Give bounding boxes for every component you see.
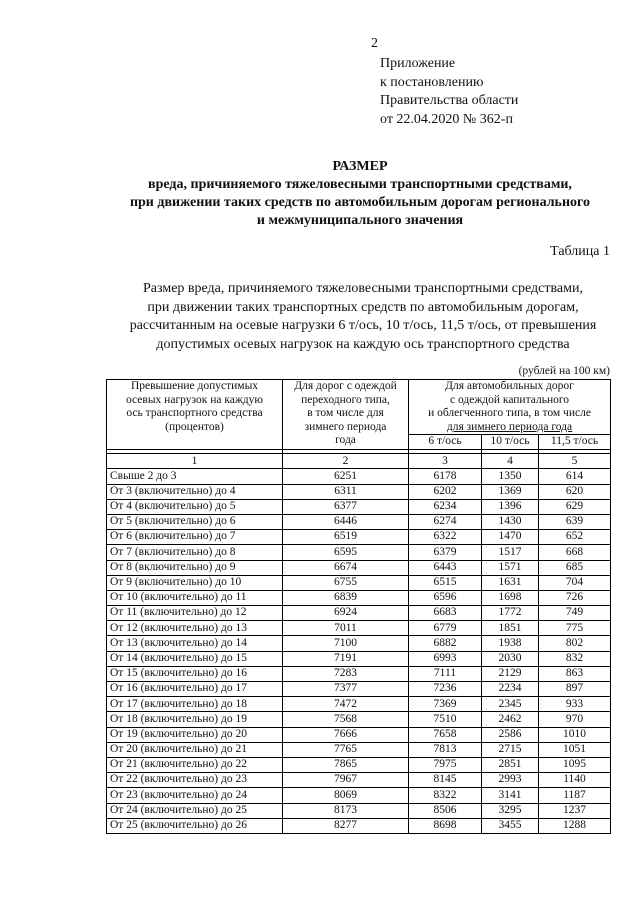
row-value-cell: 6674 (283, 560, 409, 575)
row-value-cell: 629 (539, 499, 611, 514)
row-value-cell: 614 (539, 469, 611, 484)
row-value-cell: 775 (539, 621, 611, 636)
table-row (107, 666, 611, 681)
row-value-cell: 1051 (539, 742, 611, 757)
row-value-cell: 6839 (283, 590, 409, 605)
row-range-cell: От 23 (включительно) до 24 (107, 788, 283, 803)
row-value-cell: 6882 (409, 636, 482, 651)
subheader-11-5t: 11,5 т/ось (539, 435, 611, 450)
row-value-cell: 1698 (482, 590, 539, 605)
row-value-cell: 7472 (283, 697, 409, 712)
row-range-cell: От 13 (включительно) до 14 (107, 636, 283, 651)
header-text: и облегченного типа, в том числе (428, 407, 591, 419)
table-row (107, 606, 611, 621)
header-text: с одеждой капитального (449, 393, 570, 406)
column-number: 5 (539, 454, 611, 469)
row-value-cell: 7510 (409, 712, 482, 727)
table-row (107, 590, 611, 605)
row-range-cell: От 19 (включительно) до 20 (107, 727, 283, 742)
row-value-cell: 6595 (283, 545, 409, 560)
header-text: (процентов) (165, 420, 224, 433)
header-cell-range (107, 380, 283, 450)
row-value-cell: 863 (539, 666, 611, 681)
row-value-cell: 1851 (482, 621, 539, 636)
row-value-cell: 1288 (539, 818, 611, 833)
row-value-cell: 1571 (482, 560, 539, 575)
row-value-cell: 7377 (283, 682, 409, 697)
description-line: при движении таких транспортных средств по автомобильным дорогам, (147, 299, 579, 315)
row-value-cell: 639 (539, 514, 611, 529)
row-range-cell: Свыше 2 до 3 (107, 469, 283, 484)
appendix-line: Приложение (380, 56, 456, 71)
table-description (90, 280, 636, 354)
row-value-cell: 7666 (283, 727, 409, 742)
subheader-6t: 6 т/ось (409, 435, 482, 450)
row-value-cell: 7191 (283, 651, 409, 666)
table-row (107, 697, 611, 712)
row-range-cell: От 18 (включительно) до 19 (107, 712, 283, 727)
row-value-cell: 7111 (409, 666, 482, 681)
column-number: 1 (107, 454, 283, 469)
row-value-cell: 6779 (409, 621, 482, 636)
row-value-cell: 7283 (283, 666, 409, 681)
table-row (107, 757, 611, 772)
row-value-cell: 6251 (283, 469, 409, 484)
row-range-cell: От 5 (включительно) до 6 (107, 514, 283, 529)
row-range-cell: От 6 (включительно) до 7 (107, 530, 283, 545)
row-value-cell: 3455 (482, 818, 539, 833)
row-value-cell: 1010 (539, 727, 611, 742)
row-value-cell: 8698 (409, 818, 482, 833)
description-line: рассчитанным на осевые нагрузки 6 т/ось, 10 т/ось, 11,5 т/ось, от превышения (129, 318, 597, 333)
row-range-cell: От 7 (включительно) до 8 (107, 545, 283, 560)
row-value-cell: 7765 (283, 742, 409, 757)
row-value-cell: 620 (539, 484, 611, 499)
header-text: для зимнего периода года (446, 420, 573, 433)
table-row (107, 712, 611, 727)
table-row (107, 636, 611, 651)
row-value-cell: 1350 (482, 469, 539, 484)
row-value-cell: 1369 (482, 484, 539, 499)
row-value-cell: 8145 (409, 773, 482, 788)
row-range-cell: От 15 (включительно) до 16 (107, 666, 283, 681)
row-value-cell: 749 (539, 606, 611, 621)
row-value-cell: 3295 (482, 803, 539, 818)
table-row (107, 773, 611, 788)
title-line: и межмуниципального значения (256, 213, 464, 228)
row-value-cell: 6377 (283, 499, 409, 514)
appendix-line: к постановлению (380, 74, 484, 90)
table-header-row (107, 380, 611, 435)
row-range-cell: От 16 (включительно) до 17 (107, 682, 283, 697)
row-value-cell: 832 (539, 651, 611, 666)
row-value-cell: 6596 (409, 590, 482, 605)
row-value-cell: 7369 (409, 697, 482, 712)
row-range-cell: От 12 (включительно) до 13 (107, 621, 283, 636)
row-value-cell: 8069 (283, 788, 409, 803)
row-value-cell: 7236 (409, 682, 482, 697)
row-range-cell: От 8 (включительно) до 9 (107, 560, 283, 575)
table-row (107, 682, 611, 697)
row-range-cell: От 14 (включительно) до 15 (107, 651, 283, 666)
table-row (107, 818, 611, 833)
row-value-cell: 7658 (409, 727, 482, 742)
table-row (107, 530, 611, 545)
appendix-line: от 22.04.2020 № 362-п (380, 111, 513, 127)
row-value-cell: 1095 (539, 757, 611, 772)
row-range-cell: От 3 (включительно) до 4 (107, 484, 283, 499)
table-row (107, 621, 611, 636)
header-text: зимнего периода (304, 420, 387, 433)
row-value-cell: 2345 (482, 697, 539, 712)
row-value-cell: 8506 (409, 803, 482, 818)
row-value-cell: 7011 (283, 621, 409, 636)
appendix-block (380, 55, 518, 129)
row-value-cell: 8277 (283, 818, 409, 833)
table-label: Таблица 1 (550, 244, 610, 259)
header-cell-capital (409, 380, 611, 435)
row-value-cell: 6993 (409, 651, 482, 666)
row-value-cell: 2715 (482, 742, 539, 757)
row-value-cell: 685 (539, 560, 611, 575)
row-value-cell: 8322 (409, 788, 482, 803)
table-row (107, 803, 611, 818)
header-text: в том числе для (307, 407, 384, 419)
row-value-cell: 6519 (283, 530, 409, 545)
row-value-cell: 7100 (283, 636, 409, 651)
column-number-row (107, 454, 611, 469)
row-value-cell: 1470 (482, 530, 539, 545)
row-value-cell: 1631 (482, 575, 539, 590)
row-value-cell: 1396 (482, 499, 539, 514)
row-value-cell: 6515 (409, 575, 482, 590)
row-value-cell: 1517 (482, 545, 539, 560)
header-text: Для дорог с одеждой (294, 380, 397, 392)
title-line: РАЗМЕР (332, 159, 388, 174)
table-row (107, 469, 611, 484)
row-value-cell: 6683 (409, 606, 482, 621)
header-text: Превышение допустимых (130, 380, 259, 392)
row-value-cell: 726 (539, 590, 611, 605)
row-value-cell: 7975 (409, 757, 482, 772)
table-row (107, 651, 611, 666)
row-range-cell: От 17 (включительно) до 18 (107, 697, 283, 712)
row-range-cell: От 24 (включительно) до 25 (107, 803, 283, 818)
row-value-cell: 897 (539, 682, 611, 697)
header-cell-transitional (283, 380, 409, 450)
row-value-cell: 6202 (409, 484, 482, 499)
table-row (107, 727, 611, 742)
row-value-cell: 6446 (283, 514, 409, 529)
row-value-cell: 6311 (283, 484, 409, 499)
row-value-cell: 7813 (409, 742, 482, 757)
column-number: 4 (482, 454, 539, 469)
row-range-cell: От 22 (включительно) до 23 (107, 773, 283, 788)
row-value-cell: 1430 (482, 514, 539, 529)
row-value-cell: 7967 (283, 773, 409, 788)
row-value-cell: 6322 (409, 530, 482, 545)
row-value-cell: 3141 (482, 788, 539, 803)
row-value-cell: 1140 (539, 773, 611, 788)
row-value-cell: 970 (539, 712, 611, 727)
row-value-cell: 704 (539, 575, 611, 590)
row-value-cell: 652 (539, 530, 611, 545)
row-value-cell: 8173 (283, 803, 409, 818)
column-number: 3 (409, 454, 482, 469)
row-value-cell: 2851 (482, 757, 539, 772)
title-line: при движении таких средств по автомобильным дорогам регионального (129, 195, 591, 210)
row-value-cell: 2234 (482, 682, 539, 697)
row-range-cell: От 4 (включительно) до 5 (107, 499, 283, 514)
row-value-cell: 6234 (409, 499, 482, 514)
row-value-cell: 6924 (283, 606, 409, 621)
table-row (107, 742, 611, 757)
row-range-cell: От 20 (включительно) до 21 (107, 742, 283, 757)
row-value-cell: 6379 (409, 545, 482, 560)
table-row (107, 788, 611, 803)
row-value-cell: 1938 (482, 636, 539, 651)
row-value-cell: 1187 (539, 788, 611, 803)
row-value-cell: 2030 (482, 651, 539, 666)
row-range-cell: От 10 (включительно) до 11 (107, 590, 283, 605)
header-text: переходного типа, (301, 393, 390, 406)
row-range-cell: От 21 (включительно) до 22 (107, 757, 283, 772)
page-number: 2 (371, 36, 378, 51)
row-value-cell: 1237 (539, 803, 611, 818)
description-line: допустимых осевых нагрузок на каждую ось транспортного средства (156, 336, 570, 352)
header-text: года (335, 434, 356, 446)
table-row (107, 560, 611, 575)
table-row (107, 484, 611, 499)
document-title (80, 158, 640, 230)
column-number: 2 (283, 454, 409, 469)
subheader-10t: 10 т/ось (482, 435, 539, 450)
row-value-cell: 7865 (283, 757, 409, 772)
row-value-cell: 2129 (482, 666, 539, 681)
header-text: Для автомобильных дорог (445, 380, 574, 392)
title-line: вреда, причиняемого тяжеловесными транспортными средствами, (148, 177, 572, 192)
damage-table (106, 379, 611, 834)
row-value-cell: 6274 (409, 514, 482, 529)
unit-note: (рублей на 100 км) (518, 365, 610, 377)
table-row (107, 575, 611, 590)
row-range-cell: От 11 (включительно) до 12 (107, 606, 283, 621)
row-value-cell: 2586 (482, 727, 539, 742)
row-value-cell: 6178 (409, 469, 482, 484)
table-row (107, 514, 611, 529)
row-value-cell: 7568 (283, 712, 409, 727)
table-row (107, 499, 611, 514)
row-range-cell: От 9 (включительно) до 10 (107, 575, 283, 590)
header-text: осевых нагрузок на каждую (126, 393, 263, 406)
row-value-cell: 2462 (482, 712, 539, 727)
row-value-cell: 1772 (482, 606, 539, 621)
description-line: Размер вреда, причиняемого тяжеловесными транспортными средствами, (143, 281, 583, 296)
row-value-cell: 6755 (283, 575, 409, 590)
table-row (107, 545, 611, 560)
row-value-cell: 2993 (482, 773, 539, 788)
row-value-cell: 802 (539, 636, 611, 651)
row-value-cell: 933 (539, 697, 611, 712)
row-value-cell: 668 (539, 545, 611, 560)
row-value-cell: 6443 (409, 560, 482, 575)
header-text: ось транспортного средства (126, 407, 263, 419)
row-range-cell: От 25 (включительно) до 26 (107, 818, 283, 833)
appendix-line: Правительства области (380, 93, 519, 108)
